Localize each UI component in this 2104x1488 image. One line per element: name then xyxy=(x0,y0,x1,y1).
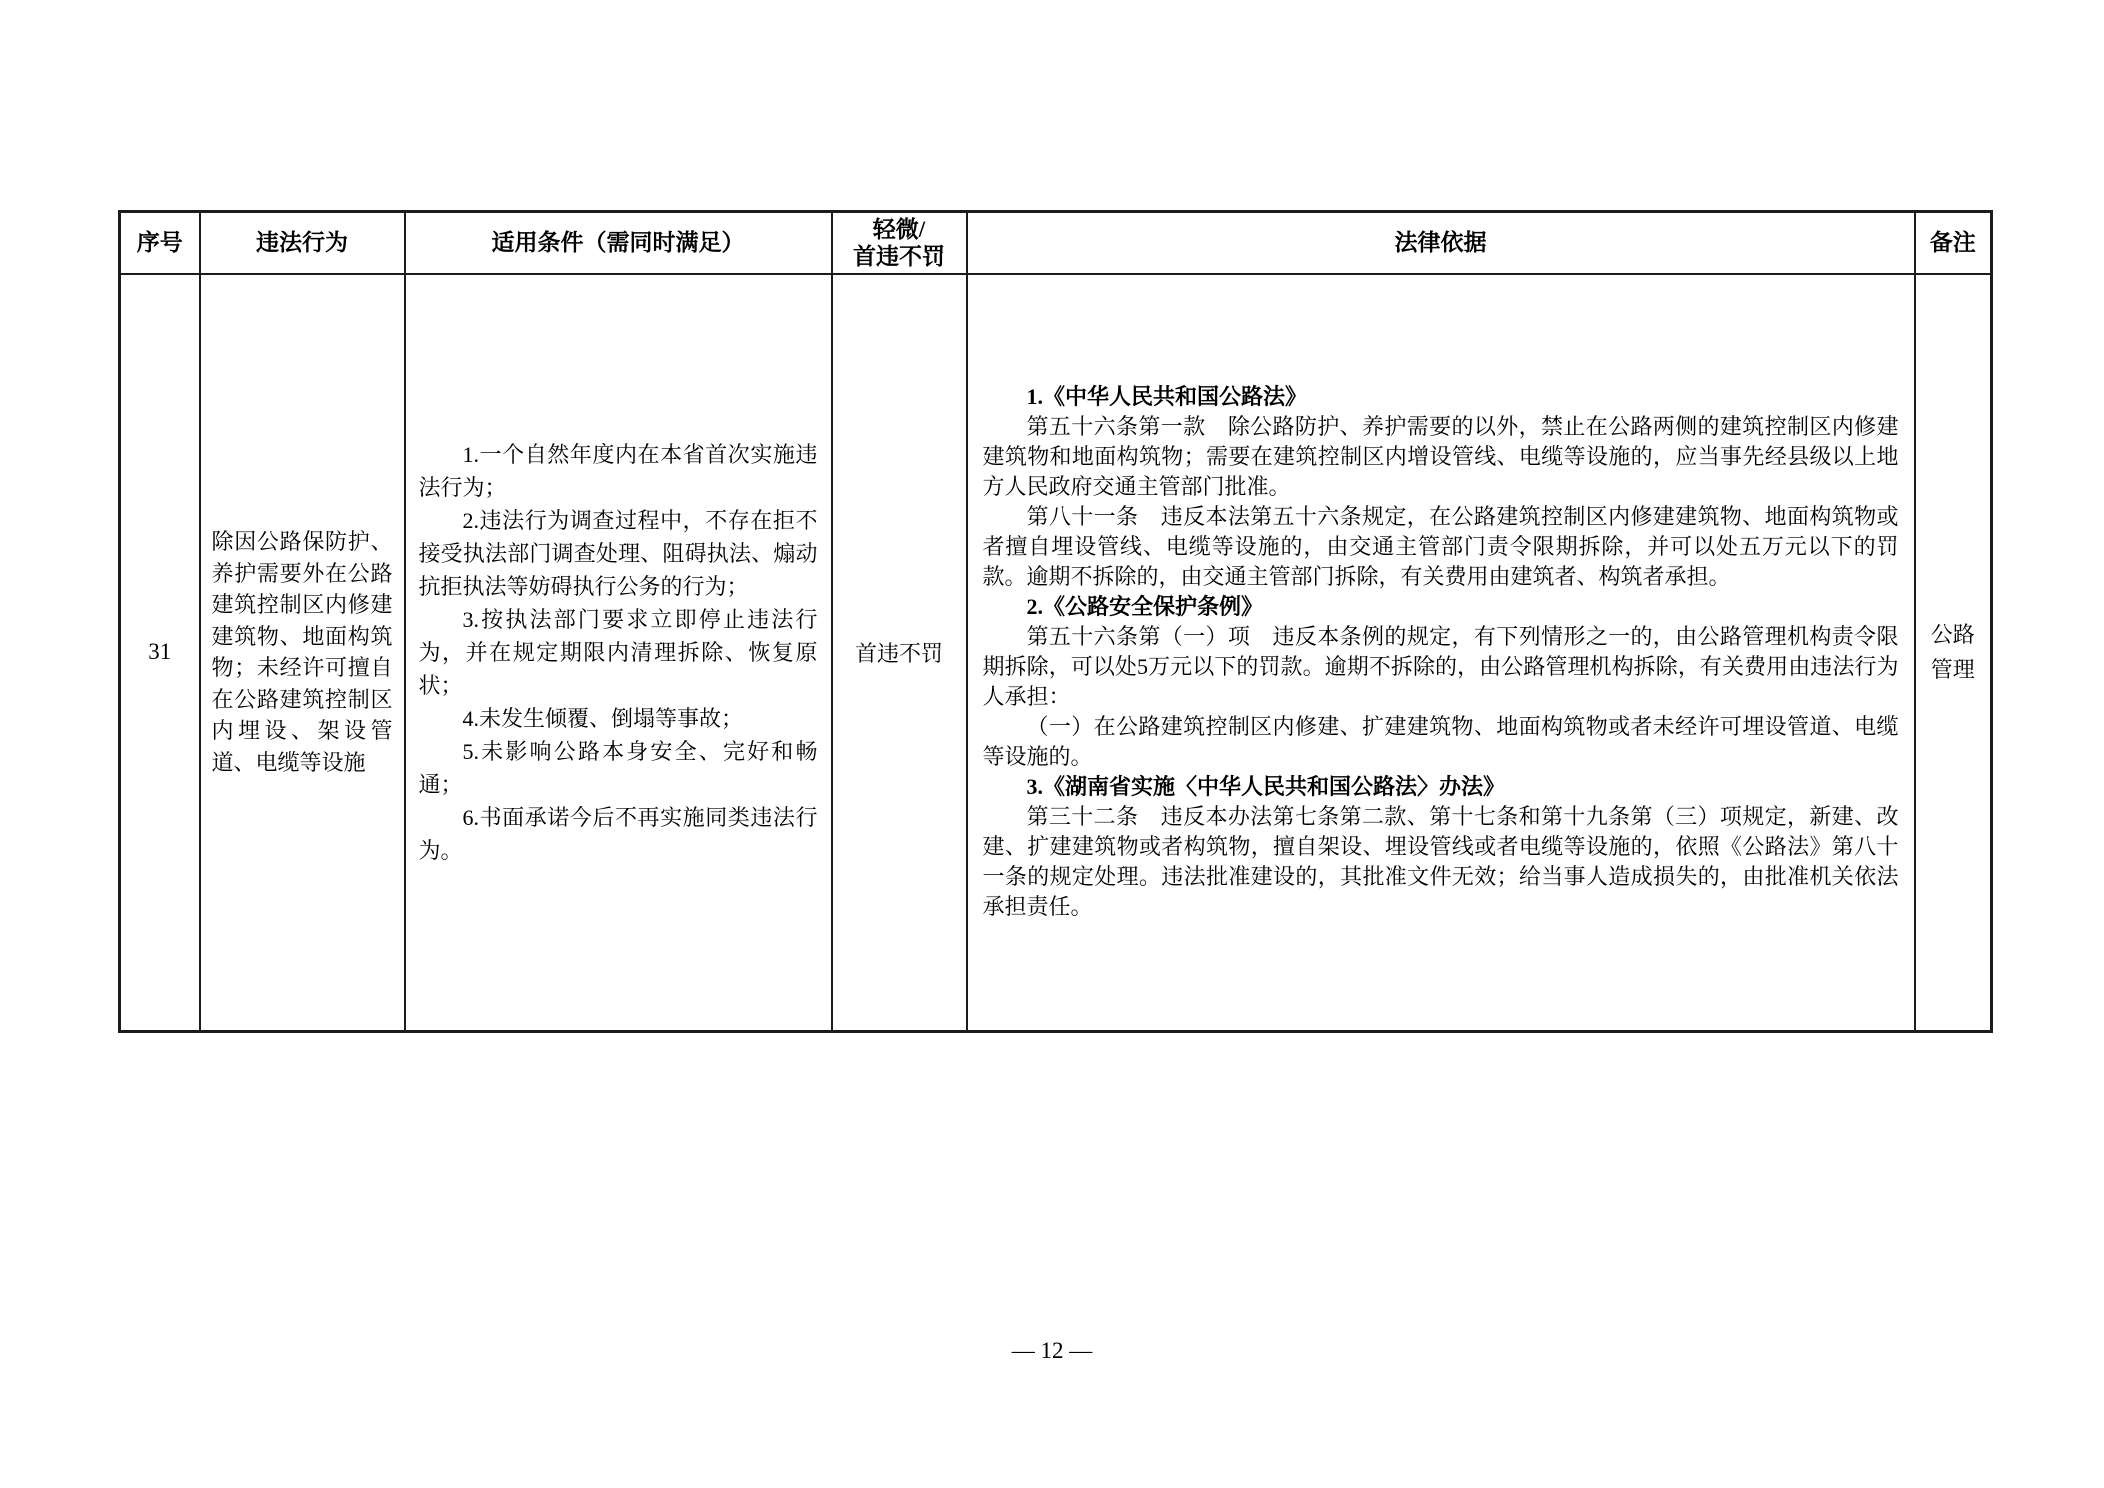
law-paragraph: 第八十一条 违反本法第五十六条规定，在公路建筑控制区内修建建筑物、地面构筑物或者擅自埋设管线、电缆等设施的，由交通主管部门责令限期拆除，并可以处五万元以下的罚款。逾期不拆除的，由交通主管部门拆除，有关费用由建筑者、构筑者承担。 xyxy=(982,504,1899,590)
header-legal: 法律依据 xyxy=(967,212,1915,274)
page-number: — 12 — xyxy=(1011,1338,1093,1363)
remark-text: 公路管理 xyxy=(1930,622,1975,683)
condition-item: 1.一个自然年度内在本省首次实施违法行为； xyxy=(418,441,818,500)
header-index: 序号 xyxy=(120,212,200,274)
condition-item: 6.书面承诺今后不再实施同类违法行为。 xyxy=(418,804,818,863)
cell-index: 31 xyxy=(120,274,200,1032)
law-paragraph: 第三十二条 违反本办法第七条第二款、第十七条和第十九条第（三）项规定，新建、改建、扩建建筑物或者构筑物，擅自架设、埋设管线或者电缆等设施的，依照《公路法》第八十一条的规定处理。违法批准建设的，其批准文件无效；给当事人造成损失的，由批准机关依法承担责任。 xyxy=(982,804,1899,920)
law-title: 3.《湖南省实施〈中华人民共和国公路法〉办法》 xyxy=(1026,774,1506,800)
cell-remark xyxy=(1915,274,1992,1032)
condition-item: 5.未影响公路本身安全、完好和畅通； xyxy=(418,738,818,797)
regulation-table xyxy=(118,210,1993,1033)
header-leniency-line2: 首违不罚 xyxy=(853,243,945,269)
header-leniency-line1: 轻微/ xyxy=(872,216,926,242)
header-behavior: 违法行为 xyxy=(200,212,405,274)
law-title: 2.《公路安全保护条例》 xyxy=(1026,594,1264,620)
law-title: 1.《中华人民共和国公路法》 xyxy=(1026,384,1308,410)
table-header-row xyxy=(120,212,1992,274)
header-conditions: 适用条件（需同时满足） xyxy=(405,212,832,274)
table-row xyxy=(120,274,1992,1032)
header-remark: 备注 xyxy=(1915,212,1992,274)
header-leniency xyxy=(832,212,967,274)
cell-conditions xyxy=(405,274,832,1032)
law-paragraph: 第五十六条第一款 除公路防护、养护需要的以外，禁止在公路两侧的建筑控制区内修建建筑物和地面构筑物；需要在建筑控制区内增设管线、电缆等设施的，应当事先经县级以上地方人民政府交通主管部门批准。 xyxy=(982,414,1899,500)
condition-item: 2.违法行为调查过程中，不存在拒不接受执法部门调查处理、阻碍执法、煽动抗拒执法等妨碍执行公务的行为； xyxy=(418,507,818,599)
behavior-text: 除因公路保防护、养护需要外在公路建筑控制区内修建建筑物、地面构筑物；未经许可擅自在公路建筑控制区内埋设、架设管道、电缆等设施 xyxy=(211,529,393,775)
law-paragraph: （一）在公路建筑控制区内修建、扩建建筑物、地面构筑物或者未经许可埋设管道、电缆等设施的。 xyxy=(982,714,1899,770)
cell-legal xyxy=(967,274,1915,1032)
cell-behavior xyxy=(200,274,405,1032)
condition-item: 4.未发生倾覆、倒塌等事故； xyxy=(462,705,744,731)
law-paragraph: 第五十六条第（一）项 违反本条例的规定，有下列情形之一的，由公路管理机构责令限期拆除，可以处5万元以下的罚款。逾期不拆除的，由公路管理机构拆除，有关费用由违法行为人承担： xyxy=(982,624,1899,710)
cell-leniency: 首违不罚 xyxy=(832,274,967,1032)
condition-item: 3.按执法部门要求立即停止违法行为，并在规定期限内清理拆除、恢复原状； xyxy=(418,606,818,698)
